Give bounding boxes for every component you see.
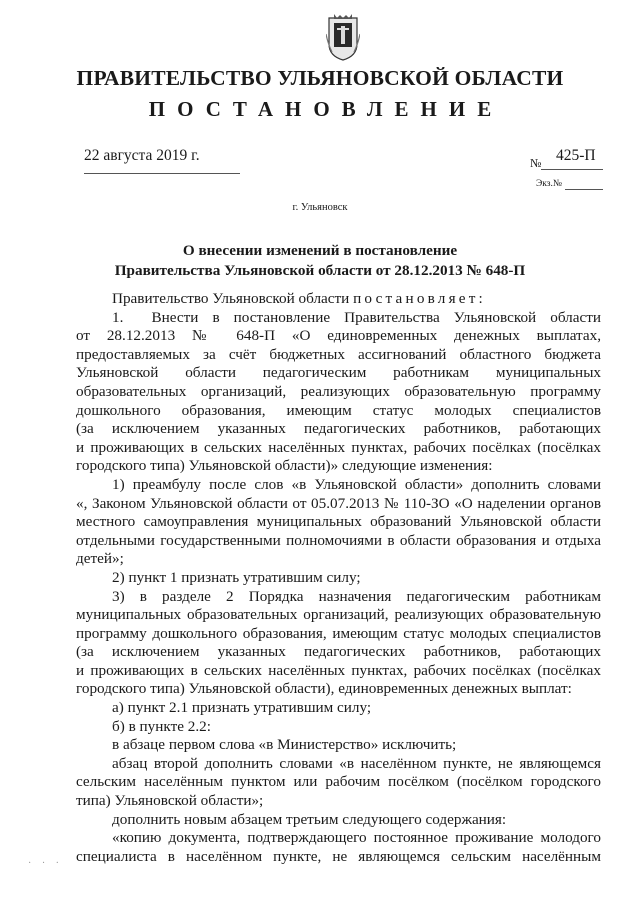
intro-text: Правительство Ульяновской области bbox=[112, 290, 350, 307]
body-line: специалиста в населённом пункте, не являющемся сельским населённым bbox=[76, 847, 601, 865]
number-underline bbox=[541, 169, 603, 170]
copy-number-label: Экз.№ bbox=[536, 179, 562, 189]
number-sign: № bbox=[530, 156, 542, 170]
body-line: программу дошкольного образования, имеющим статус молодых специалистов bbox=[76, 624, 601, 642]
title-line-1: О внесении изменений в постановление bbox=[182, 242, 458, 259]
organization-heading: ПРАВИТЕЛЬСТВО УЛЬЯНОВСКОЙ ОБЛАСТИ bbox=[76, 66, 564, 90]
body-line: детей»; bbox=[76, 550, 124, 568]
body-line: дополнить новым абзацем третьим следующего содержания: bbox=[112, 810, 507, 828]
body-line: отдельными государственными полномочиями в области образования и отдыха bbox=[76, 531, 601, 549]
body-line: и проживающих в сельских населённых пунктах, рабочих посёлках (посёлках bbox=[76, 438, 601, 456]
intro-verb: постановляет: bbox=[353, 290, 486, 307]
body-line: типа) Ульяновской области»; bbox=[76, 792, 264, 810]
scan-artifact: · · · bbox=[28, 858, 63, 869]
body-line: предоставляемых за счёт бюджетных ассигнований областного бюджета bbox=[76, 345, 601, 363]
body-line: сельским населённым пунктом или рабочим посёлком (посёлком городского bbox=[76, 773, 601, 791]
body-line: а) пункт 2.1 признать утратившим силу; bbox=[112, 699, 372, 717]
body-line: 2) пункт 1 признать утратившим силу; bbox=[112, 568, 361, 586]
title-line-2: Правительства Ульяновской области от 28.12.2013 № 648-П bbox=[114, 262, 526, 279]
document-title bbox=[0, 241, 640, 281]
body-line: 1. Внести в постановление Правительства Ульяновской области bbox=[112, 308, 601, 326]
body-line: местного самоуправления муниципальных образований Ульяновской области bbox=[76, 513, 601, 531]
document-body bbox=[76, 290, 601, 866]
city-name: г. Ульяновск bbox=[292, 202, 348, 213]
body-line: 1) преамбулу после слов «в Ульяновской области» дополнить словами bbox=[112, 475, 601, 493]
body-line: абзац второй дополнить словами «в населённом пункте, не являющемся bbox=[112, 754, 601, 772]
body-line: б) в пункте 2.2: bbox=[112, 717, 211, 735]
body-line: и проживающих в сельских населённых пунктах, рабочих посёлках (посёлках bbox=[76, 661, 601, 679]
document-number: 425-П bbox=[556, 147, 596, 164]
body-line: «копию документа, подтверждающего постоянное проживание молодого bbox=[112, 829, 601, 847]
body-line: «, Законом Ульяновской области от 05.07.2013 № 110-ЗО «О наделении органов bbox=[76, 494, 601, 512]
body-line: (за исключением указанных педагогических работников, работающих bbox=[76, 643, 601, 661]
body-line: 3) в разделе 2 Порядка назначения педагогическим работникам bbox=[112, 587, 601, 605]
body-line: городского типа) Ульяновской области), единовременных денежных выплат: bbox=[76, 680, 572, 698]
copy-number-underline bbox=[565, 189, 603, 190]
body-line: дошкольного образования, имеющим статус молодых специалистов bbox=[76, 401, 601, 419]
document-date: 22 августа 2019 г. bbox=[84, 147, 200, 164]
body-line: (за исключением указанных педагогических работников, работающих bbox=[76, 420, 601, 438]
document-type-heading: ПОСТАНОВЛЕНИЕ bbox=[148, 97, 504, 121]
body-line: муниципальных образовательных организаций, реализующих образовательную bbox=[76, 606, 601, 624]
body-line bbox=[76, 290, 601, 309]
body-line: в абзаце первом слова «в Министерство» исключить; bbox=[112, 736, 457, 754]
body-line: Ульяновской области педагогическим работникам муниципальных bbox=[76, 364, 601, 382]
coat-of-arms-icon bbox=[326, 14, 360, 62]
body-line: образовательных организаций, реализующих образовательную программу bbox=[76, 382, 601, 400]
body-line: от 28.12.2013 № 648-П «О единовременных денежных выплатах, bbox=[76, 327, 601, 345]
body-line: городского типа) Ульяновской области)» следующие изменения: bbox=[76, 457, 493, 475]
date-underline bbox=[84, 173, 240, 174]
